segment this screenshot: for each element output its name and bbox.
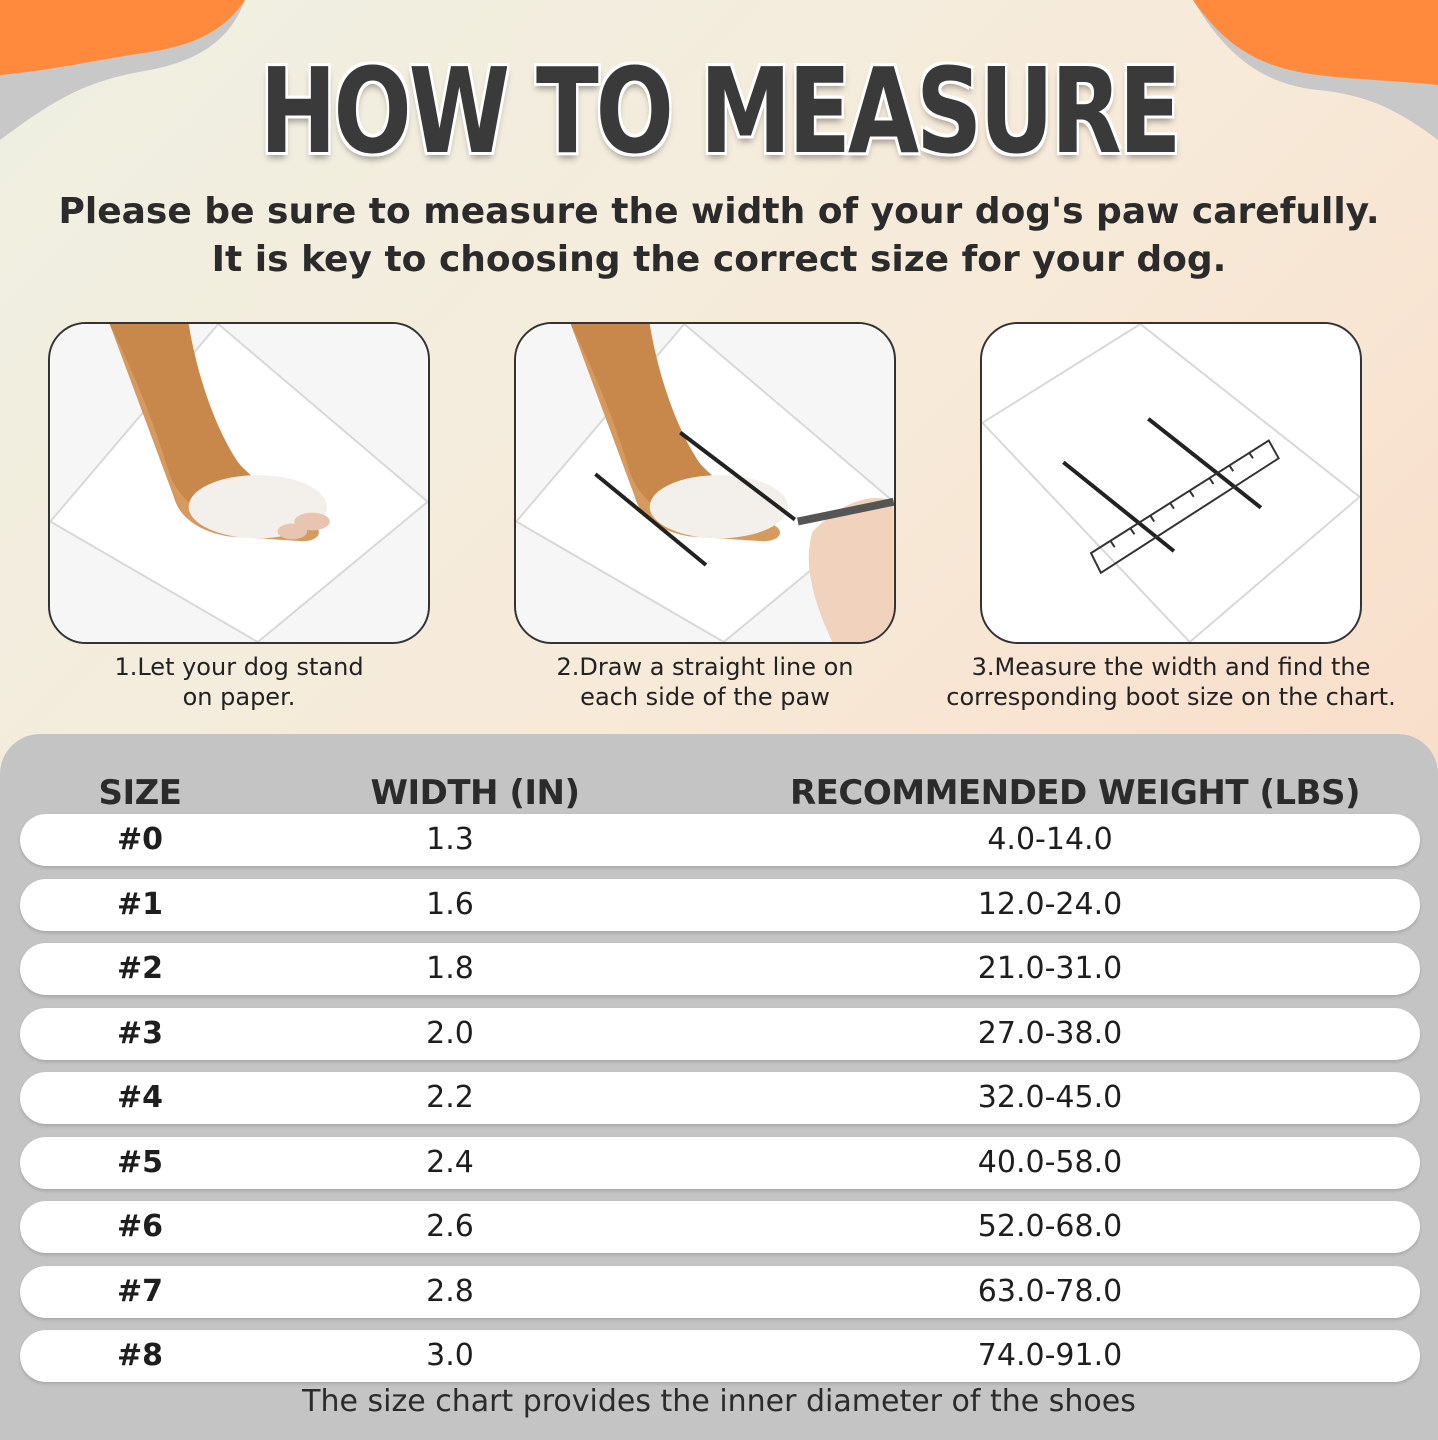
header-size: SIZE <box>98 773 182 813</box>
width-cell: 2.2 <box>426 1080 474 1115</box>
size-cell: #2 <box>116 951 163 986</box>
step-1-caption <box>0 652 489 712</box>
table-row <box>20 1072 1420 1124</box>
width-cell: 3.0 <box>426 1338 474 1373</box>
table-row <box>20 1266 1420 1318</box>
step-3-illustration <box>980 322 1362 644</box>
width-cell: 2.4 <box>426 1144 474 1180</box>
table-row <box>20 1330 1420 1382</box>
draw-lines-icon <box>516 324 894 642</box>
size-cell: #3 <box>116 1015 163 1051</box>
step-3 <box>946 322 1396 712</box>
subtitle-line-1: Please be sure to measure the width of your dog's paw carefully. <box>58 191 1380 232</box>
width-cell: 1.3 <box>426 822 474 857</box>
header-weight: RECOMMENDED WEIGHT (LBS) <box>789 773 1361 813</box>
weight-cell: 63.0-78.0 <box>977 1273 1123 1309</box>
table-row <box>20 1201 1420 1253</box>
step-3-caption <box>921 652 1421 712</box>
size-chart-footnote: The size chart provides the inner diameter of the shoes <box>302 1384 1136 1419</box>
width-cell: 1.8 <box>426 951 474 986</box>
step-2-caption <box>455 652 955 712</box>
header-width: WIDTH (IN) <box>370 773 580 813</box>
width-cell: 2.6 <box>426 1209 474 1244</box>
table-row <box>20 879 1420 931</box>
weight-cell: 74.0-91.0 <box>977 1338 1123 1373</box>
size-chart <box>0 734 1438 1440</box>
step-3-caption-line-2: corresponding boot size on the chart. <box>946 683 1396 711</box>
width-cell: 2.0 <box>426 1015 474 1051</box>
step-1 <box>48 322 430 712</box>
step-2-caption-line-2: each side of the paw <box>580 683 830 711</box>
step-2 <box>514 322 896 712</box>
size-cell: #5 <box>116 1144 163 1180</box>
size-cell: #6 <box>116 1209 163 1244</box>
paw-on-paper-icon <box>50 324 428 642</box>
size-chart-header <box>0 770 1438 816</box>
width-cell: 1.6 <box>426 886 474 922</box>
size-cell: #7 <box>116 1273 163 1309</box>
subtitle-line-2: It is key to choosing the correct size for your dog. <box>211 239 1227 280</box>
step-2-caption-line-1: 2.Draw a straight line on <box>556 653 854 681</box>
weight-cell: 52.0-68.0 <box>977 1209 1123 1244</box>
weight-cell: 12.0-24.0 <box>977 886 1123 922</box>
table-row <box>20 943 1420 995</box>
subtitle <box>0 188 1438 284</box>
weight-cell: 40.0-58.0 <box>977 1144 1123 1180</box>
weight-cell: 27.0-38.0 <box>977 1015 1123 1051</box>
weight-cell: 4.0-14.0 <box>987 822 1113 857</box>
size-cell: #8 <box>116 1338 163 1373</box>
table-row <box>20 1137 1420 1189</box>
width-cell: 2.8 <box>426 1273 474 1309</box>
size-cell: #0 <box>116 822 163 857</box>
weight-cell: 21.0-31.0 <box>977 951 1123 986</box>
weight-cell: 32.0-45.0 <box>977 1080 1123 1115</box>
ruler-measure-icon <box>982 324 1360 642</box>
table-row <box>20 1008 1420 1060</box>
size-cell: #1 <box>116 886 163 922</box>
page-title: HOW TO MEASURE <box>259 42 1179 180</box>
step-2-illustration <box>514 322 896 644</box>
step-1-caption-line-2: on paper. <box>182 683 296 711</box>
table-row <box>20 814 1420 866</box>
step-1-illustration <box>48 322 430 644</box>
step-3-caption-line-1: 3.Measure the width and find the <box>971 653 1371 681</box>
step-1-caption-line-1: 1.Let your dog stand <box>114 653 364 681</box>
size-chart-rows <box>20 814 1420 1395</box>
size-cell: #4 <box>116 1080 163 1115</box>
